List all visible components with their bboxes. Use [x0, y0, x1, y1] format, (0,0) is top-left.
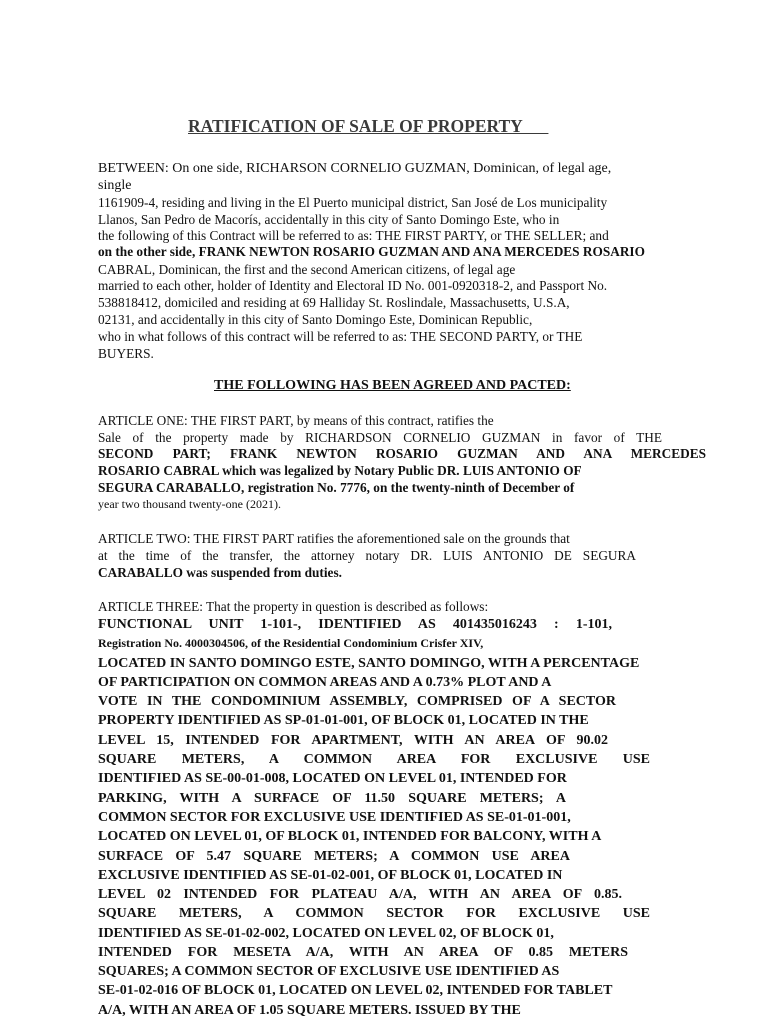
- article-one-line-4: ROSARIO CABRAL which was legalized by Notary Public DR. LUIS ANTONIO OF: [98, 463, 582, 478]
- document-title: RATIFICATION OF SALE OF PROPERTY: [188, 116, 549, 136]
- article-three-line-1: ARTICLE THREE: That the property in question is described as follows:: [98, 599, 489, 614]
- article-three-line-20: SQUARES; A COMMON SECTOR OF EXCLUSIVE USE IDENTIFIED AS: [98, 964, 560, 979]
- article-one-line-2: Sale of the property made by RICHARDSON CORNELIO GUZMAN in favor of THE: [98, 430, 662, 445]
- article-two-line-2: at the time of the transfer, the attorney notary DR. LUIS ANTONIO DE SEGURA: [98, 548, 636, 563]
- article-three-line-14: SURFACE OF 5.47 SQUARE METERS; A COMMON USE AREA: [98, 849, 570, 864]
- parties-line-12: BUYERS.: [98, 346, 154, 361]
- article-three-line-3: Registration No. 4000304506, of the Residential Condominium Crisfer XIV,: [98, 636, 484, 650]
- article-three-line-17: SQUARE METERS, A COMMON SECTOR FOR EXCLUSIVE USE: [98, 906, 650, 921]
- article-three-line-6: VOTE IN THE CONDOMINIUM ASSEMBLY, COMPRISED OF A SECTOR: [98, 694, 616, 709]
- agreed-heading: THE FOLLOWING HAS BEEN AGREED AND PACTED:: [214, 378, 571, 393]
- article-one-line-3: SECOND PART; FRANK NEWTON ROSARIO GUZMAN AND ANA MERCEDES: [98, 446, 706, 461]
- article-three-line-13: LOCATED ON LEVEL 01, OF BLOCK 01, INTENDED FOR BALCONY, WITH A: [98, 829, 602, 844]
- parties-line-1: BETWEEN: On one side, RICHARSON CORNELIO GUZMAN, Dominican, of legal age,: [98, 161, 612, 176]
- article-one-line-1: ARTICLE ONE: THE FIRST PART, by means of this contract, ratifies the: [98, 413, 494, 428]
- article-one-line-5: SEGURA CARABALLO, registration No. 7776, on the twenty-ninth of December of: [98, 480, 575, 495]
- article-two-line-3: CARABALLO was suspended from duties.: [98, 565, 342, 580]
- article-three-line-19: INTENDED FOR MESETA A/A, WITH AN AREA OF 0.85 METERS: [98, 945, 628, 960]
- article-three-line-12: COMMON SECTOR FOR EXCLUSIVE USE IDENTIFIED AS SE-01-01-001,: [98, 810, 571, 825]
- article-three-line-22: A/A, WITH AN AREA OF 1.05 SQUARE METERS. ISSUED BY THE: [98, 1003, 521, 1018]
- article-three-line-11: PARKING, WITH A SURFACE OF 11.50 SQUARE METERS; A: [98, 791, 566, 806]
- article-two-line-1: ARTICLE TWO: THE FIRST PART ratifies the aforementioned sale on the grounds that: [98, 531, 570, 546]
- parties-line-8: married to each other, holder of Identity and Electoral ID No. 001-0920318-2, and Passport No.: [98, 278, 608, 293]
- article-three-line-18: IDENTIFIED AS SE-01-02-002, LOCATED ON LEVEL 02, OF BLOCK 01,: [98, 926, 554, 941]
- parties-line-6: on the other side, FRANK NEWTON ROSARIO GUZMAN AND ANA MERCEDES ROSARIO: [98, 244, 645, 259]
- parties-line-10: 02131, and accidentally in this city of Santo Domingo Este, Dominican Republic,: [98, 312, 533, 327]
- article-three-line-21: SE-01-02-016 OF BLOCK 01, LOCATED ON LEVEL 02, INTENDED FOR TABLET: [98, 983, 613, 998]
- article-three-line-5: OF PARTICIPATION ON COMMON AREAS AND A 0.73% PLOT AND A: [98, 675, 552, 690]
- parties-line-2: single: [98, 178, 132, 193]
- article-three-line-15: EXCLUSIVE IDENTIFIED AS SE-01-02-001, OF BLOCK 01, LOCATED IN: [98, 868, 563, 883]
- article-three-line-8: LEVEL 15, INTENDED FOR APARTMENT, WITH AN AREA OF 90.02: [98, 733, 608, 748]
- parties-line-5: the following of this Contract will be referred to as: THE FIRST PARTY, or THE SELLER; and: [98, 228, 609, 243]
- article-one-line-6: year two thousand twenty-one (2021).: [98, 497, 281, 511]
- parties-line-7: CABRAL, Dominican, the first and the second American citizens, of legal age: [98, 262, 516, 277]
- article-three-line-4: LOCATED IN SANTO DOMINGO ESTE, SANTO DOMINGO, WITH A PERCENTAGE: [98, 656, 640, 671]
- parties-line-9: 538818412, domiciled and residing at 69 Halliday St. Roslindale, Massachusetts, U.S.A,: [98, 295, 570, 310]
- article-three-line-2: FUNCTIONAL UNIT 1-101-, IDENTIFIED AS 401435016243 : 1-101,: [98, 617, 612, 632]
- article-three-line-9: SQUARE METERS, A COMMON AREA FOR EXCLUSIVE USE: [98, 752, 650, 767]
- parties-line-3: 1161909-4, residing and living in the El Puerto municipal district, San José de Los municipality: [98, 195, 608, 210]
- article-three-line-10: IDENTIFIED AS SE-00-01-008, LOCATED ON LEVEL 01, INTENDED FOR: [98, 771, 567, 786]
- article-three-line-16: LEVEL 02 INTENDED FOR PLATEAU A/A, WITH AN AREA OF 0.85.: [98, 887, 622, 902]
- parties-line-4: Llanos, San Pedro de Macorís, accidentally in this city of Santo Domingo Este, who in: [98, 212, 560, 227]
- parties-line-11: who in what follows of this contract will be referred to as: THE SECOND PARTY, or THE: [98, 329, 583, 344]
- article-three-line-7: PROPERTY IDENTIFIED AS SP-01-01-001, OF BLOCK 01, LOCATED IN THE: [98, 713, 589, 728]
